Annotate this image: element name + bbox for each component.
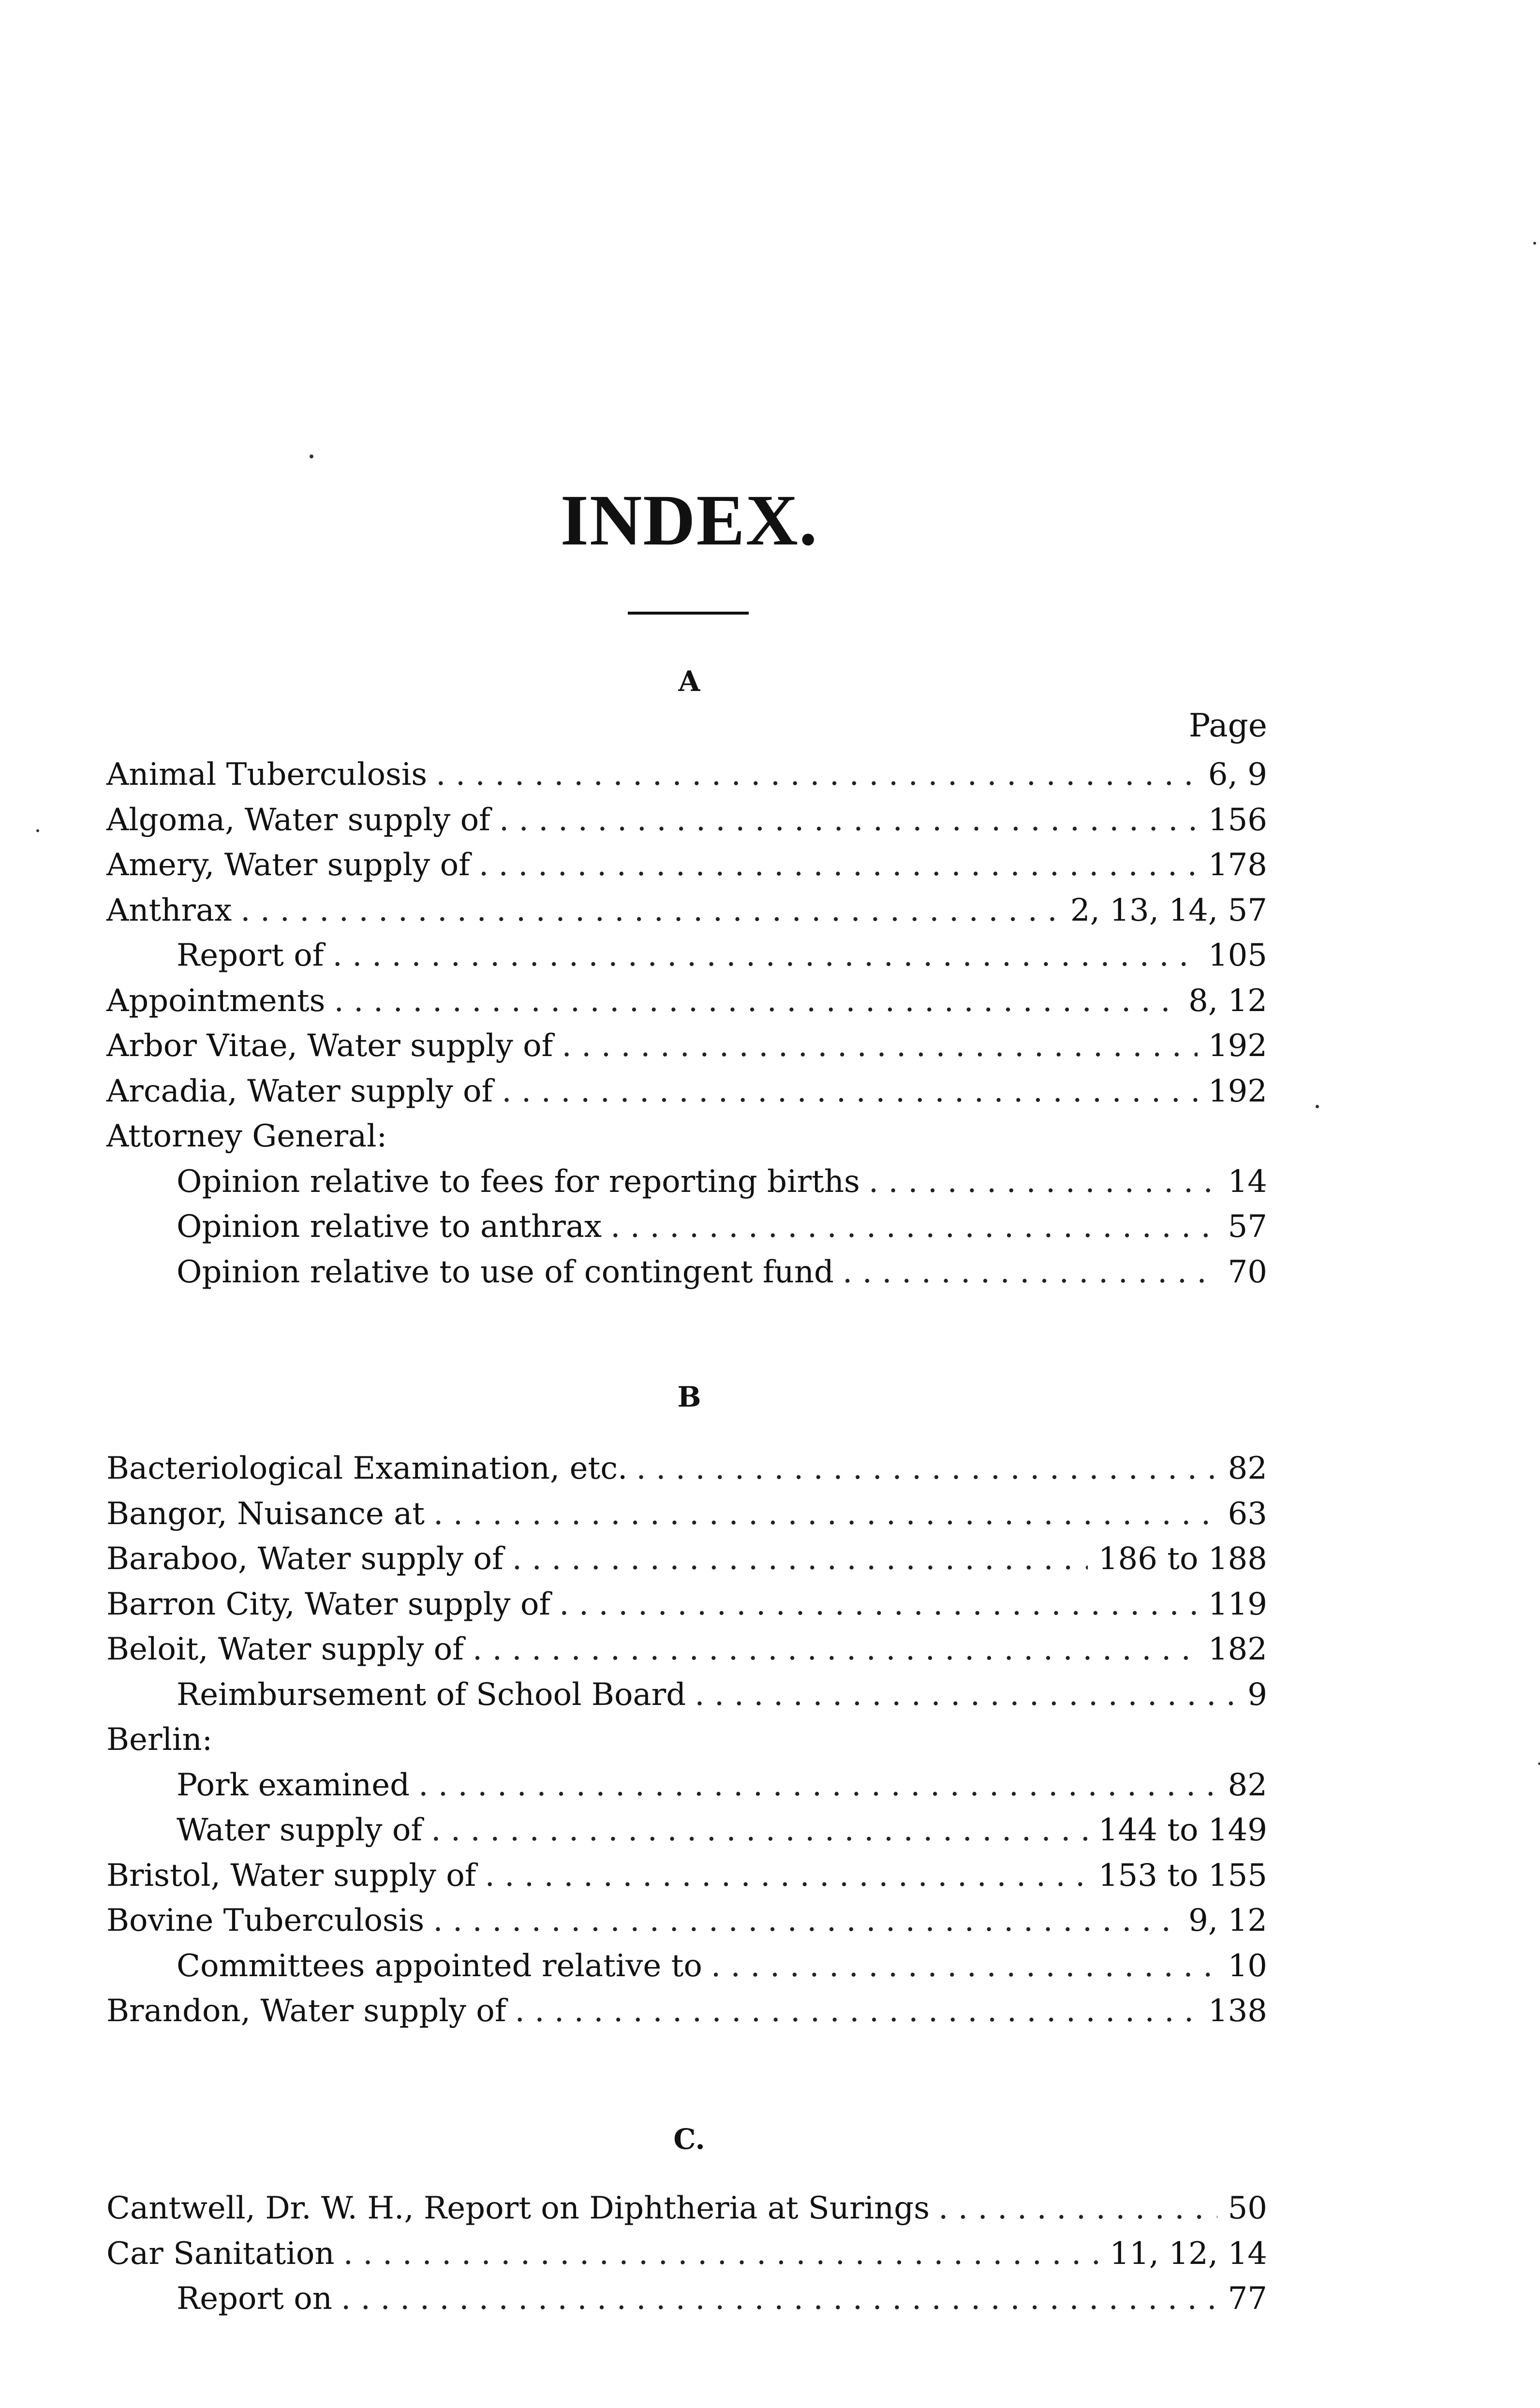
index-entry <box>106 2186 1267 2231</box>
entry-page-numbers: 50 <box>1228 2190 1267 2226</box>
entry-label: Committees appointed relative to <box>177 1948 702 1984</box>
entry-page-numbers: 178 <box>1208 847 1267 883</box>
entry-page-numbers: 14 <box>1228 1163 1267 1200</box>
dot-leader <box>843 1249 1217 1295</box>
section-letter-c: C. <box>673 2123 705 2156</box>
entry-page-numbers: 144 to 149 <box>1098 1812 1267 1848</box>
entry-label: Arcadia, Water supply of <box>106 1073 493 1109</box>
dot-leader <box>515 1988 1198 2034</box>
index-entry <box>106 1582 1267 1627</box>
entry-label: Water supply of <box>177 1812 423 1848</box>
index-entry <box>177 1204 1267 1249</box>
entry-page-numbers: 70 <box>1228 1254 1267 1290</box>
title-rule <box>628 612 749 615</box>
section-letter-a: A <box>678 665 700 698</box>
dot-leader <box>499 797 1198 843</box>
index-entry <box>106 1023 1267 1069</box>
dot-leader <box>433 1898 1178 1943</box>
dot-leader <box>938 2186 1217 2231</box>
entry-page-numbers: 6, 9 <box>1208 757 1267 793</box>
index-entry <box>177 1159 1267 1204</box>
dot-leader <box>610 1204 1217 1249</box>
index-entry <box>106 2231 1267 2276</box>
index-entry <box>106 1988 1267 2034</box>
entry-page-numbers: 10 <box>1228 1948 1267 1984</box>
scan-speck <box>1538 1762 1540 1765</box>
dot-leader <box>436 752 1198 797</box>
entry-page-numbers: 82 <box>1228 1767 1267 1803</box>
entry-page-numbers: 8, 12 <box>1188 983 1267 1019</box>
dot-leader <box>418 1762 1217 1808</box>
entry-label: Algoma, Water supply of <box>106 802 490 838</box>
entry-label: Berlin: <box>106 1722 213 1758</box>
entry-label: Baraboo, Water supply of <box>106 1541 503 1577</box>
dot-leader <box>512 1536 1088 1582</box>
dot-leader <box>869 1159 1217 1204</box>
entry-label: Reimbursement of School Board <box>177 1676 686 1713</box>
index-entry <box>106 888 1267 933</box>
dot-leader <box>559 1582 1198 1627</box>
index-entry <box>106 797 1267 843</box>
entry-page-numbers: 105 <box>1208 938 1267 973</box>
entry-label: Animal Tuberculosis <box>106 757 428 793</box>
entry-page-numbers: 138 <box>1208 1993 1267 2029</box>
index-entry <box>106 1114 1267 1159</box>
scan-speck <box>1316 1105 1319 1108</box>
entry-page-numbers: 82 <box>1228 1451 1267 1486</box>
entry-label: Brandon, Water supply of <box>106 1993 506 2029</box>
index-entry <box>177 1943 1267 1989</box>
dot-leader <box>334 978 1178 1024</box>
entry-label: Opinion relative to anthrax <box>177 1209 602 1245</box>
entry-page-numbers: 192 <box>1208 1073 1267 1109</box>
index-entry <box>106 1446 1267 1491</box>
dot-leader <box>431 1807 1088 1853</box>
dot-leader <box>240 888 1060 933</box>
entry-label: Report of <box>177 938 324 973</box>
scan-speck <box>1533 242 1536 245</box>
dot-leader <box>695 1672 1237 1718</box>
entry-page-numbers: 2, 13, 14, 57 <box>1070 892 1267 928</box>
dot-leader <box>502 1069 1198 1114</box>
dot-leader <box>341 2276 1217 2321</box>
entry-label: Arbor Vitae, Water supply of <box>106 1028 553 1064</box>
entry-page-numbers: 192 <box>1208 1028 1267 1064</box>
entry-label: Bacteriological Examination, etc. <box>106 1451 628 1486</box>
dot-leader <box>343 2231 1099 2276</box>
entry-page-numbers: 9 <box>1247 1676 1267 1713</box>
index-entry <box>106 752 1267 797</box>
entry-label: Report on <box>177 2281 332 2317</box>
entry-label: Cantwell, Dr. W. H., Report on Diphtheria at Surings <box>106 2190 930 2226</box>
entry-page-numbers: 77 <box>1228 2281 1267 2317</box>
index-entry <box>177 1672 1267 1718</box>
index-entry <box>106 1491 1267 1537</box>
index-entry <box>106 1536 1267 1582</box>
entry-label: Pork examined <box>177 1767 410 1803</box>
entry-page-numbers: 11, 12, 14 <box>1110 2235 1267 2272</box>
index-entry <box>177 2276 1267 2321</box>
entry-label: Opinion relative to use of contingent fund <box>177 1254 834 1290</box>
entry-label: Beloit, Water supply of <box>106 1631 464 1667</box>
section-letter-b: B <box>677 1380 701 1413</box>
dot-leader <box>485 1853 1087 1898</box>
entry-page-numbers: 119 <box>1208 1586 1267 1622</box>
index-entry <box>177 1807 1267 1853</box>
entry-label: Anthrax <box>106 892 232 928</box>
dot-leader <box>332 933 1197 978</box>
entry-page-numbers: 186 to 188 <box>1098 1541 1267 1577</box>
index-entry <box>106 1898 1267 1943</box>
entry-label: Bangor, Nuisance at <box>106 1496 425 1532</box>
entry-label: Appointments <box>106 983 326 1019</box>
page-column-heading: Page <box>1188 707 1267 744</box>
dot-leader <box>433 1491 1217 1537</box>
dot-leader <box>636 1446 1217 1491</box>
index-entry <box>106 978 1267 1024</box>
entry-page-numbers: 156 <box>1208 802 1267 838</box>
entry-page-numbers: 153 to 155 <box>1098 1857 1267 1894</box>
entry-label: Bovine Tuberculosis <box>106 1903 425 1938</box>
index-entry <box>177 1762 1267 1808</box>
entry-page-numbers: 182 <box>1208 1631 1267 1667</box>
index-entry <box>106 1717 1267 1762</box>
dot-leader <box>562 1023 1198 1069</box>
entry-label: Amery, Water supply of <box>106 847 470 883</box>
page-title: INDEX. <box>560 480 818 560</box>
scan-speck <box>310 455 313 458</box>
dot-leader <box>473 1627 1198 1672</box>
index-entry <box>106 1853 1267 1898</box>
entry-label: Car Sanitation <box>106 2235 335 2272</box>
entry-label: Opinion relative to fees for reporting births <box>177 1163 860 1200</box>
entry-label: Attorney General: <box>106 1118 387 1154</box>
index-entry <box>106 842 1267 888</box>
index-entry <box>106 1069 1267 1114</box>
entry-page-numbers: 63 <box>1228 1496 1267 1532</box>
entry-page-numbers: 57 <box>1228 1209 1267 1245</box>
dot-leader <box>479 842 1198 888</box>
index-entry <box>177 1249 1267 1295</box>
entry-page-numbers: 9, 12 <box>1188 1903 1267 1938</box>
entry-label: Barron City, Water supply of <box>106 1586 551 1622</box>
scan-speck <box>36 829 39 832</box>
index-entry <box>106 1627 1267 1672</box>
dot-leader <box>711 1943 1217 1989</box>
entry-label: Bristol, Water supply of <box>106 1857 476 1894</box>
index-entry <box>177 933 1267 978</box>
